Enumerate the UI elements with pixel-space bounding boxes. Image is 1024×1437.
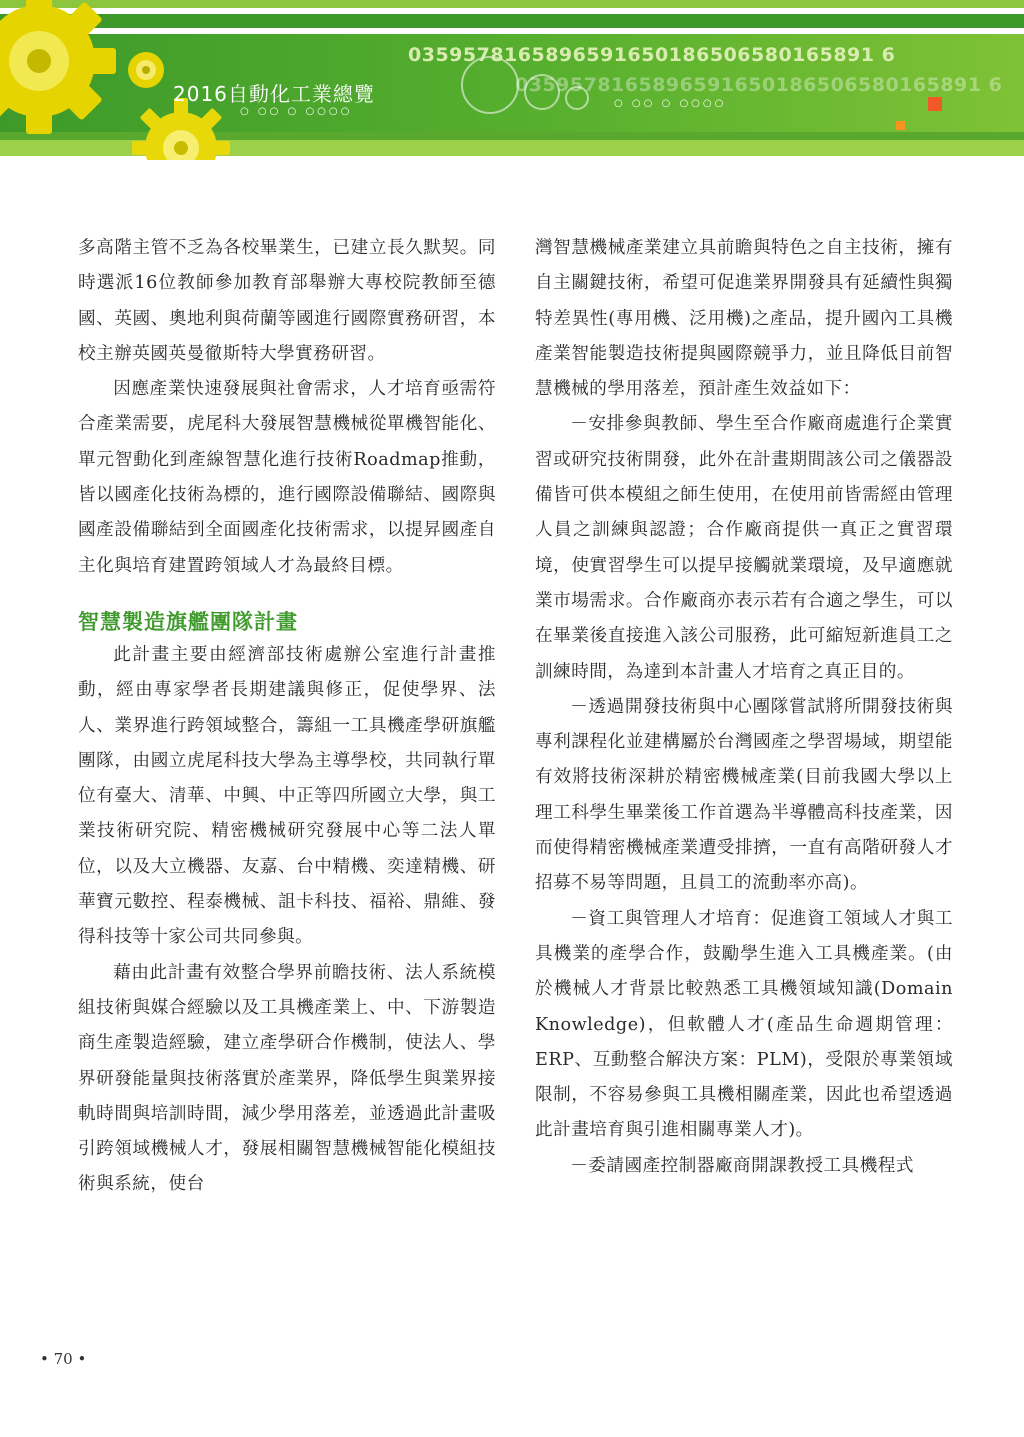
section-heading: 智慧製造旗艦團隊計畫: [78, 609, 298, 634]
paragraph: －委請國產控制器廠商開課教授工具機程式: [570, 1155, 914, 1176]
paragraph: －安排參與教師、學生至合作廠商處進行企業實習或研究技術開發，此外在計畫期間該公司之儀器設備皆可供本模組之師生使用，在使用前皆需經由管理人員之訓練與認證；合作廠商提供一真正之實習環境，使實習學生可以提早接觸就業環境，及早適應就業市場需求。合作廠商亦表示若有合適之學生，可以在畢業後直接進入該公司服務，此可縮短新進員工之訓練時間，為達到本計畫人才培育之真正目的。: [535, 414, 953, 682]
decorative-dots: ○ ○○ ○ ○○○○: [614, 98, 727, 109]
paragraph: 此計畫主要由經濟部技術處辦公室進行計畫推動，經由專家學者長期建議與修正，促使學界、法人、業界進行跨領域整合，籌組一工具機產學研旗艦團隊，由國立虎尾科技大學為主導學校，共同執行單位有臺大、清華、中興、中正等四所國立大學，與工業技術研究院、精密機械研究發展中心等二法人單位，以及大立機器、友嘉、台中精機、奕達精機、研華寶元數控、程泰機械、詛卡科技、福裕、鼎維、發得科技等十家公司共同參與。: [78, 644, 496, 948]
orange-square-icon: [896, 121, 905, 130]
orange-square-icon: [928, 97, 942, 111]
decorative-dots: ○ ○○ ○ ○○○○: [240, 106, 353, 117]
paragraph: 因應產業快速發展與社會需求，人才培育亟需符合產業需要，虎尾科大發展智慧機械從單機智能化、單元智動化到產線智慧化進行技術Roadmap推動，皆以國產化技術為標的，進行國際設備聯結、國際與國產設備聯結到全面國產化技術需求，以提昇國產自主化與培育建置跨領域人才為最終目標。: [78, 379, 496, 576]
paragraph: 藉由此計畫有效整合學界前瞻技術、法人系統模組技術與媒合經驗以及工具機產業上、中、下游製造商生產製造經驗，建立產學研合作機制，使法人、學界研發能量與技術落實於產業界，降低學生與業界接軌時間與培訓時間，減少學用落差，並透過此計畫吸引跨領域機械人才，發展相關智慧機械智能化模組技術與系統，使台: [78, 962, 496, 1195]
paragraph: －透過開發技術與中心團隊嘗試將所開發技術與專利課程化並建構屬於台灣國產之學習場域，期望能有效將技術深耕於精密機械產業(目前我國大學以上理工科學生畢業後工作首選為半導體高科技產業，因而使得精密機械產業遭受排擠，一直有高階研發人才招募不易等問題，且員工的流動率亦高)。: [535, 696, 953, 894]
decorative-digits: 0359578165896591650186506580165891 6: [515, 74, 1003, 96]
paragraph: 多高階主管不乏為各校畢業生，已建立長久默契。同時選派16位教師參加教育部舉辦大專校院教師至德國、英國、奧地利與荷蘭等國進行國際實務研習，本校主辦英國英曼徹斯特大學實務研習。: [78, 238, 496, 364]
header-banner: [0, 0, 1024, 160]
decorative-digits: 0359578165896591650186506580165891 6: [408, 44, 896, 66]
left-column: [78, 231, 496, 1203]
paragraph: 灣智慧機械產業建立具前瞻與特色之自主技術，擁有自主關鍵技術，希望可促進業界開發具有延續性與獨特差異性(專用機、泛用機)之產品，提升國內工具機產業智能製造技術提與國際競爭力，並且降低目前智慧機械的學用落差，預計產生效益如下：: [535, 238, 953, 400]
small-gear-icon: [128, 52, 164, 88]
paragraph: －資工與管理人才培育：促進資工領域人才與工具機業的產學合作，鼓勵學生進入工具機產業。(由於機械人才背景比較熟悉工具機領域知識(Domain Knowledge)，但軟體人才(產品生命週期管理：ERP、互動整合解決方案：PLM)，受限於專業領域限制，不容易參與工具機相關產業，因此也希望透過此計畫培育與引進相關專業人才)。: [535, 908, 953, 1141]
right-column: [535, 231, 953, 1184]
publication-title: 2016自動化工業總覽: [173, 82, 375, 106]
page-number: • 70 •: [40, 1350, 87, 1368]
